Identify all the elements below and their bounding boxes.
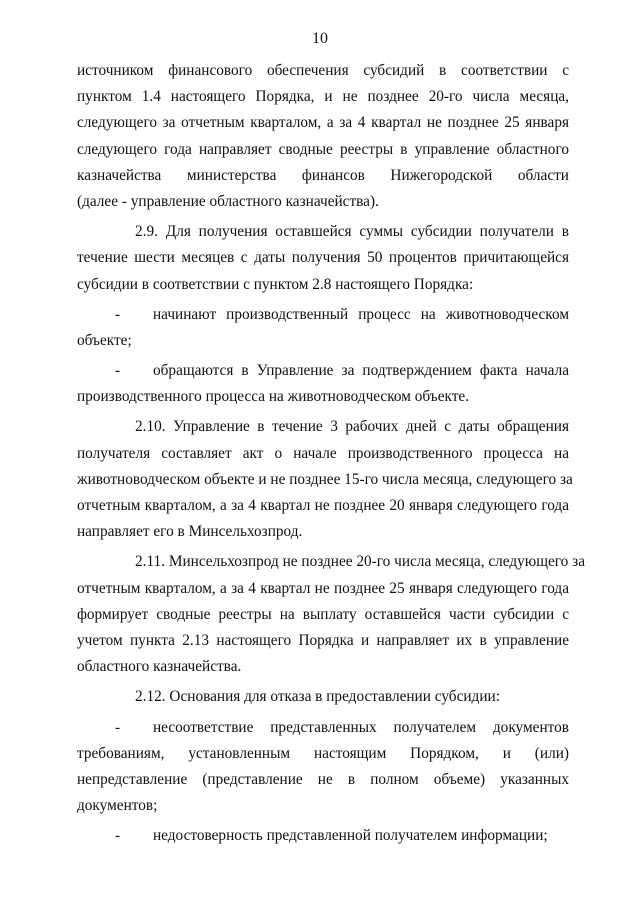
paragraph-2-12 (77, 684, 569, 710)
text-line: документов; (77, 797, 158, 815)
text-line: животноводческом объекте и не позднее 15-го числа месяца, следующего за (77, 470, 573, 488)
text-line: следующего года направляет сводные реестры в управление областного (77, 140, 569, 158)
text-line: формирует сводные реестры на выплату оставшейся части субсидии с (77, 605, 569, 623)
text-line (77, 715, 569, 741)
text-line: 2.12. Основания для отказа в предоставлении субсидии: (135, 688, 500, 706)
text-line: направляет его в Минсельхозпрод. (77, 523, 303, 541)
text-line (77, 823, 569, 849)
list-item (77, 823, 569, 849)
text-line: отчетным кварталом, а за 4 квартал не позднее 20 января следующего года (77, 497, 569, 514)
text-line: отчетным кварталом, а за 4 квартал не позднее 25 января следующего года (77, 579, 569, 597)
list-item-text: несоответствие представленных получателем документов (153, 718, 569, 736)
list-item (77, 715, 569, 820)
paragraph-2-10 (77, 414, 573, 545)
list-item-text: обращаются в Управление за подтверждением факта начала (153, 362, 569, 380)
text-line: источником финансового обеспечения субсидий в соответствии с (77, 62, 569, 79)
list-item (77, 358, 569, 410)
text-line: следующего за отчетным кварталом, а за 4 квартал не позднее 25 января (77, 114, 569, 132)
text-line: казначейства министерства финансов Нижегородской области (77, 166, 569, 184)
text-line: 2.9. Для получения оставшейся суммы субсидии получатели в (135, 223, 569, 241)
list-item-text: начинают производственный процесс на животноводческом (153, 305, 569, 323)
text-line: пунктом 1.4 настоящего Порядка, и не позднее 20-го числа месяца, (77, 88, 569, 106)
paragraph-2-11 (77, 549, 585, 680)
list-item-text: недостоверность представленной получателем информации; (153, 827, 548, 845)
text-line: производственного процесса на животноводческом объекте. (77, 388, 470, 406)
paragraph-treasury (77, 58, 569, 215)
dash-marker: - (115, 827, 121, 845)
dash-marker: - (115, 718, 121, 736)
list-item (77, 302, 569, 354)
text-line: субсидии в соответствии с пунктом 2.8 настоящего Порядка: (77, 275, 474, 293)
text-line (77, 302, 569, 328)
text-line: 2.10. Управление в течение 3 рабочих дней с даты обращения (135, 418, 569, 436)
text-line: 2.11. Минсельхозпрод не позднее 20-го числа месяца, следующего за (135, 553, 585, 571)
document-body (77, 58, 585, 849)
dash-marker: - (115, 305, 121, 323)
dash-marker: - (115, 362, 121, 380)
text-line: объекте; (77, 331, 132, 349)
text-line: течение шести месяцев с даты получения 50 процентов причитающейся (77, 249, 569, 267)
text-line (77, 358, 569, 384)
text-line: областного казначейства. (77, 658, 242, 676)
text-line: получателя составляет акт о начале производственного процесса на (77, 444, 569, 462)
page-number: 10 (312, 30, 328, 47)
paragraph-2-9 (77, 219, 569, 298)
text-line: непредставление (представление не в полном объеме) указанных (77, 770, 569, 788)
text-line: учетом пункта 2.13 настоящего Порядка и направляет их в управление (77, 631, 569, 649)
text-line: требованиям, установленным настоящим Порядком, и (или) (77, 744, 569, 762)
text-line: (далее - управление областного казначейства). (77, 192, 379, 210)
